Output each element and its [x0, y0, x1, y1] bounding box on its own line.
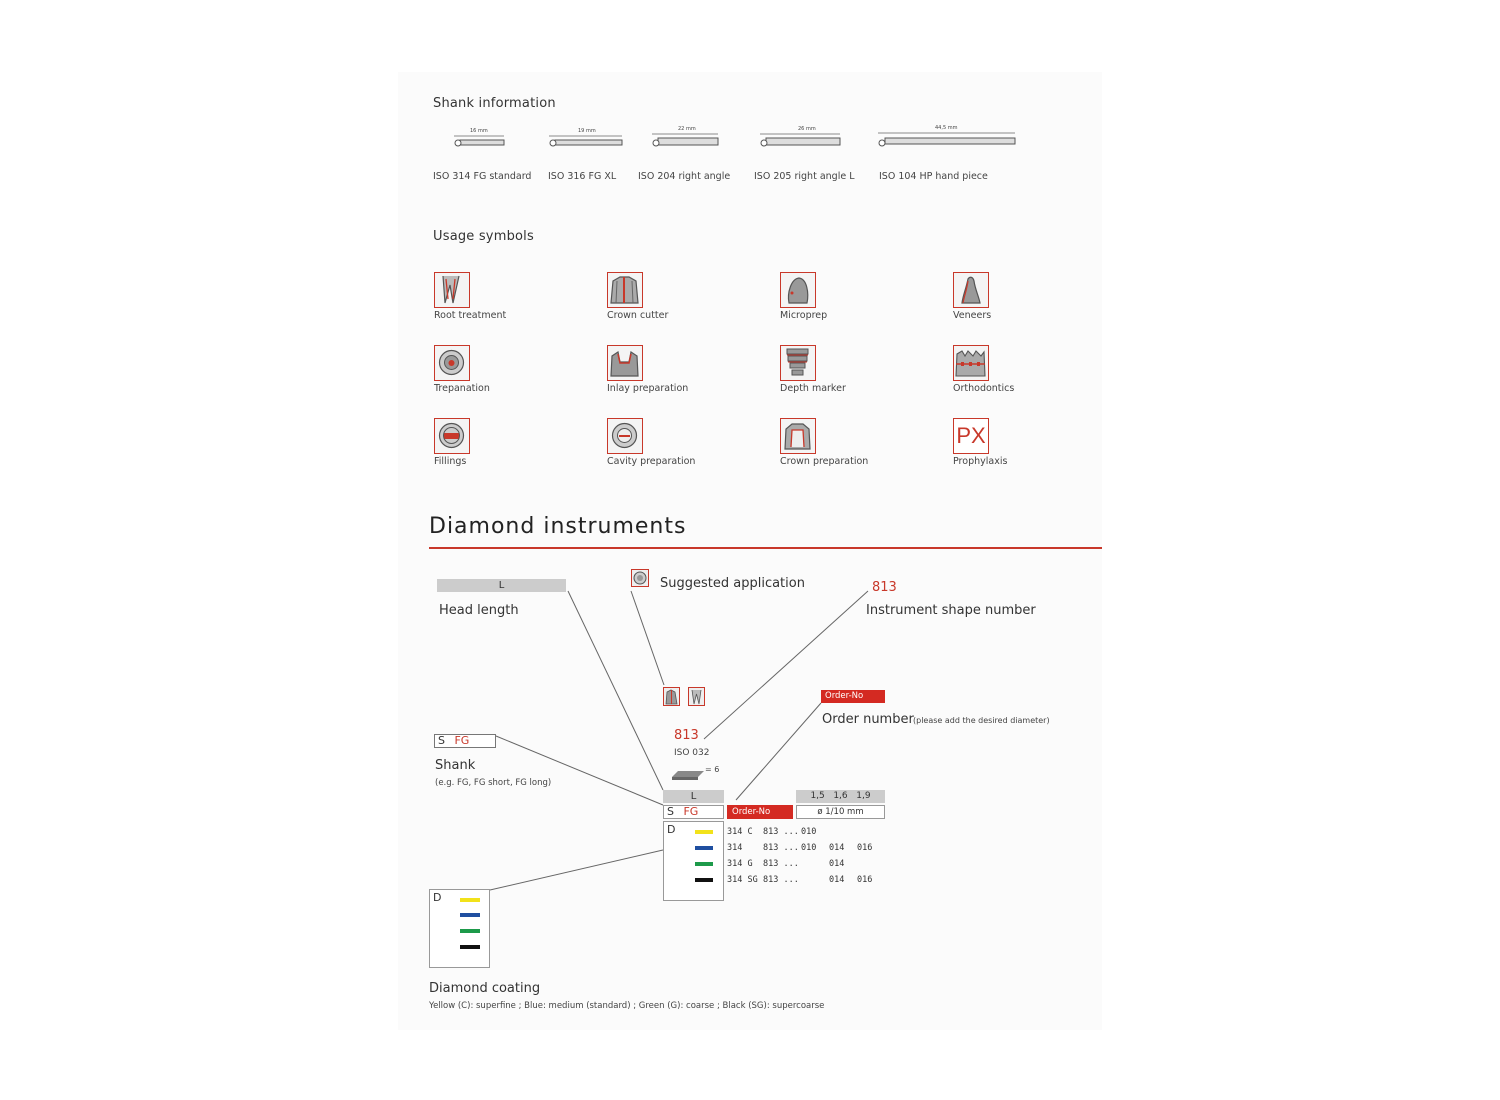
- usage-label: Orthodontics: [953, 383, 1015, 394]
- shank-label-204: ISO 204 right angle: [638, 171, 731, 182]
- table-d-label: D: [667, 823, 676, 836]
- shank-label-316: ISO 316 FG XL: [548, 171, 617, 182]
- table-row: [727, 840, 897, 856]
- row-d3: 016: [857, 843, 873, 853]
- head-length-label: Head length: [439, 603, 519, 618]
- coating-label: Diamond coating: [429, 981, 541, 996]
- row-shape: 813 ...: [763, 827, 799, 837]
- shank-label-104: ISO 104 HP hand piece: [879, 171, 988, 182]
- row-code: 314 C: [727, 827, 753, 837]
- coating-box: [429, 889, 490, 968]
- row-code: 314 SG: [727, 875, 758, 885]
- usage-label: Prophylaxis: [953, 456, 1008, 467]
- coating-d-label: D: [433, 891, 442, 904]
- coating-swatch-yellow: [695, 830, 713, 834]
- instrument-number: 813: [674, 728, 699, 743]
- coating-swatch-green: [695, 862, 713, 866]
- coating-legend-black: [460, 945, 480, 949]
- row-d3: 016: [857, 875, 873, 885]
- usage-label: Crown cutter: [607, 310, 669, 321]
- shank-tag: [434, 734, 496, 748]
- coating-swatch-blue: [695, 846, 713, 850]
- shank-tag-s: S: [438, 734, 445, 747]
- shank-dim-104: 44,5 mm: [935, 125, 958, 131]
- row-code: 314 G: [727, 859, 753, 869]
- row-d1: 010: [801, 843, 817, 853]
- iso-number: ISO 032: [674, 748, 710, 758]
- coating-swatch-black: [695, 878, 713, 882]
- head-length-line: [568, 591, 663, 790]
- usage-section-title: Usage symbols: [433, 229, 534, 244]
- table-shank-s: S: [667, 805, 674, 818]
- shank-dim-316: 19 mm: [578, 128, 596, 134]
- pack-icon: [670, 766, 704, 785]
- suggested-application-icon: [631, 569, 649, 587]
- table-row: [727, 856, 897, 872]
- usage-label: Veneers: [953, 310, 992, 321]
- diamond-title: Diamond instruments: [429, 514, 687, 539]
- row-code: 314: [727, 843, 743, 853]
- table-body: [727, 824, 897, 888]
- head-length-tag: L: [437, 579, 566, 592]
- order-no-tag: Order-No: [821, 690, 885, 703]
- row-d2: 014: [829, 843, 845, 853]
- table-shank-cell: [663, 805, 724, 819]
- usage-label: Crown preparation: [780, 456, 869, 467]
- shape-number-callout: 813: [872, 580, 897, 595]
- coating-legend-green: [460, 929, 480, 933]
- order-number-label: Order number: [822, 712, 914, 727]
- coating-legend-yellow: [460, 898, 480, 902]
- table-head-dims: 1,5 1,6 1,9: [796, 790, 885, 803]
- suggested-line: [631, 591, 664, 685]
- usage-label: Fillings: [434, 456, 467, 467]
- shank-label-205: ISO 205 right angle L: [754, 171, 855, 182]
- shank-dim-204: 22 mm: [678, 126, 696, 132]
- shank-dim-205: 26 mm: [798, 126, 816, 132]
- row-shape: 813 ...: [763, 859, 799, 869]
- shank-line: [496, 736, 663, 805]
- usage-label: Cavity preparation: [607, 456, 696, 467]
- suggested-application-label: Suggested application: [660, 576, 805, 591]
- row-d2: 014: [829, 875, 845, 885]
- coating-legend-text: Yellow (C): superfine ; Blue: medium (standard) ; Green (G): coarse ; Black (SG): supercoarse: [429, 1001, 825, 1011]
- order-line: [736, 703, 821, 800]
- prophylaxis-glyph: PX: [956, 423, 986, 448]
- row-shape: 813 ...: [763, 875, 799, 885]
- table-order-no: Order-No: [727, 805, 793, 819]
- table-row: [727, 824, 897, 840]
- shank-dim-314: 16 mm: [470, 128, 488, 134]
- table-row: [727, 872, 897, 888]
- usage-label: Root treatment: [434, 310, 507, 321]
- shank-note: (e.g. FG, FG short, FG long): [435, 778, 552, 788]
- table-diameter-label: ø 1/10 mm: [796, 805, 885, 819]
- shank-tag-fg: FG: [454, 734, 470, 747]
- usage-label: Inlay preparation: [607, 383, 689, 394]
- shank-section-title: Shank information: [433, 96, 556, 111]
- order-number-note: (please add the desired diameter): [913, 716, 1050, 725]
- coating-legend-blue: [460, 913, 480, 917]
- usage-label: Microprep: [780, 310, 828, 321]
- root-treatment-small-icon: [688, 687, 705, 706]
- shank-label: Shank: [435, 758, 476, 773]
- row-d2: 014: [829, 859, 845, 869]
- table-coating-cell: [663, 821, 724, 901]
- shape-number-label: Instrument shape number: [866, 603, 1036, 618]
- crown-cutter-small-icon: [663, 687, 680, 706]
- usage-label: Trepanation: [434, 383, 490, 394]
- coating-line: [490, 850, 663, 890]
- pack-quantity: = 6: [705, 765, 720, 774]
- row-d1: 010: [801, 827, 817, 837]
- table-shank-fg: FG: [683, 805, 699, 818]
- usage-label: Depth marker: [780, 383, 846, 394]
- shank-label-314: ISO 314 FG standard: [433, 171, 532, 182]
- catalog-page: [398, 72, 1102, 1030]
- table-head-length: L: [663, 790, 724, 803]
- row-shape: 813 ...: [763, 843, 799, 853]
